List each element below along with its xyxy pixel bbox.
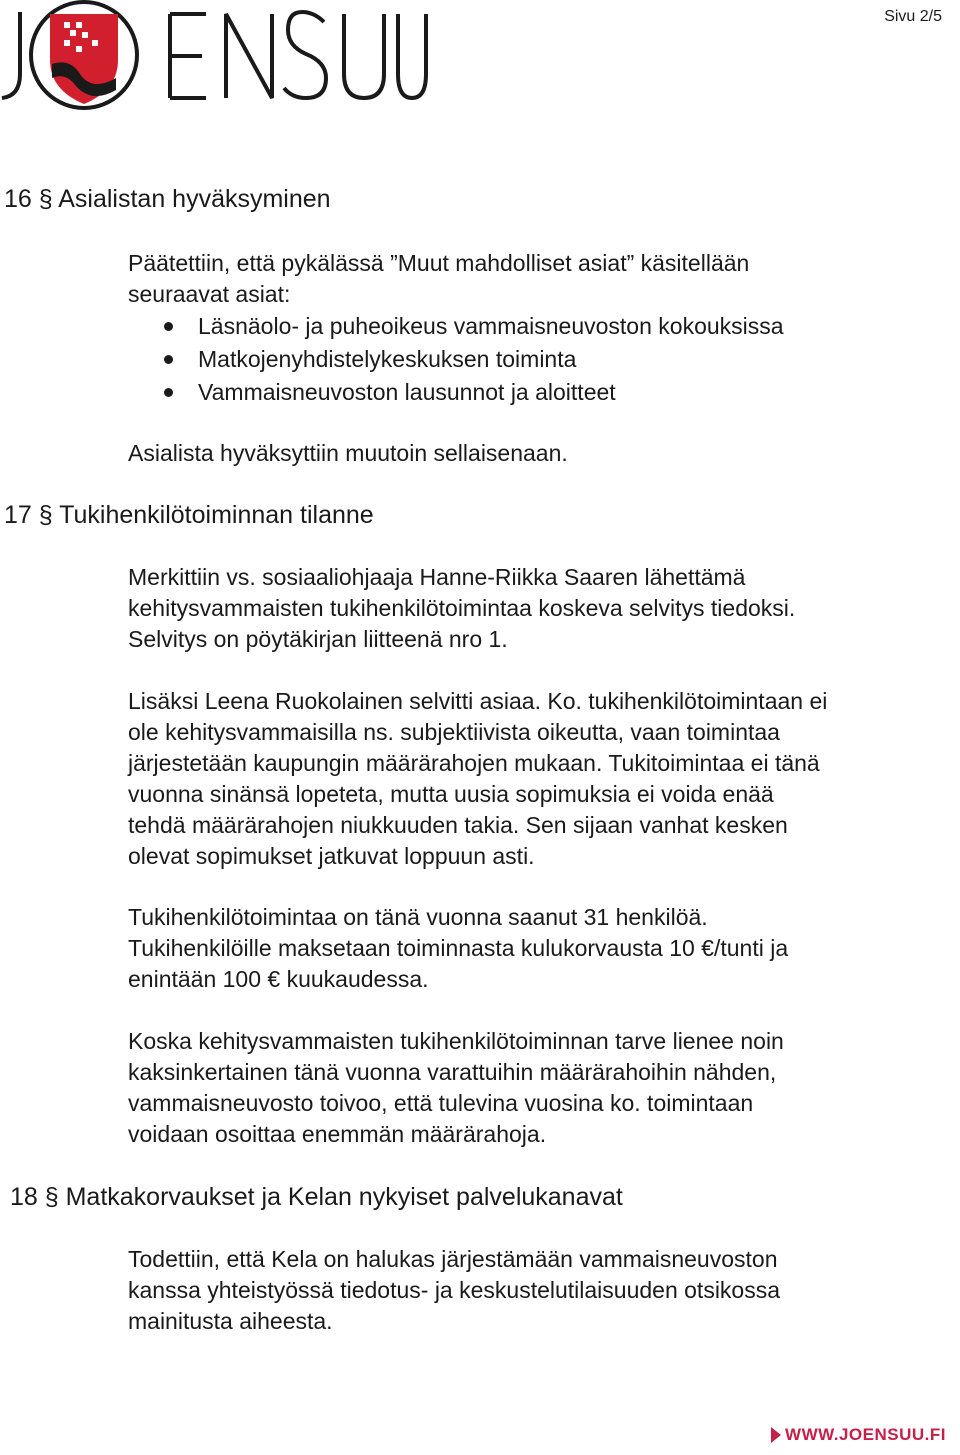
section-16-bullet-list — [164, 310, 784, 409]
paragraph-line: järjestetään kaupungin määrärahojen mukaan. Tukitoimintaa ei tänä — [128, 750, 820, 776]
page-number: Sivu 2/5 — [884, 8, 942, 25]
bullet-text: Vammaisneuvoston lausunnot ja aloitteet — [198, 379, 616, 405]
paragraph-line: Tukihenkilöille maksetaan toiminnasta kulukorvausta 10 €/tunti ja — [128, 935, 789, 961]
paragraph-line: ole kehitysvammaisilla ns. subjektiivista oikeutta, vaan toimintaa — [128, 719, 780, 745]
joensuu-logo — [0, 0, 430, 118]
section-16-conclusion: Asialista hyväksyttiin muutoin sellaisenaan. — [128, 440, 568, 466]
paragraph-line: vuonna sinänsä lopeteta, mutta uusia sopimuksia ei voida enää — [128, 781, 774, 807]
section-18-paragraph-1 — [128, 1244, 780, 1337]
bullet-item — [164, 343, 784, 376]
arrow-right-icon — [771, 1427, 781, 1443]
paragraph-line: Tukihenkilötoimintaa on tänä vuonna saanut 31 henkilöä. — [128, 904, 708, 930]
joensuu-logo-graphic — [0, 0, 430, 118]
paragraph-line: kanssa yhteistyössä tiedotus- ja keskustelutilaisuuden otsikossa — [128, 1277, 781, 1303]
paragraph-line: mainitusta aiheesta. — [128, 1308, 333, 1334]
paragraph-line: Merkittiin vs. sosiaaliohjaaja Hanne-Riikka Saaren lähettämä — [128, 564, 746, 590]
bullet-dot-icon — [164, 388, 173, 397]
footer — [771, 1425, 946, 1445]
paragraph-line: kaksinkertainen tänä vuonna varattuihin määrärahoihin nähden, — [128, 1059, 777, 1085]
section-16-heading: 16 § Asialistan hyväksyminen — [4, 185, 331, 213]
paragraph-line: voidaan osoittaa enemmän määrärahoja. — [128, 1121, 547, 1147]
section-17-paragraph-2 — [128, 686, 827, 872]
paragraph-line: enintään 100 € kuukaudessa. — [128, 966, 429, 992]
footer-website-link[interactable]: WWW.JOENSUU.FI — [785, 1425, 946, 1444]
bullet-text: Läsnäolo- ja puheoikeus vammaisneuvoston kokouksissa — [198, 313, 784, 339]
bullet-text: Matkojenyhdistelykeskuksen toiminta — [198, 346, 577, 372]
paragraph-line: Lisäksi Leena Ruokolainen selvitti asiaa. Ko. tukihenkilötoimintaan ei — [128, 688, 828, 714]
paragraph-line: olevat sopimukset jatkuvat loppuun asti. — [128, 843, 535, 869]
section-17-paragraph-1 — [128, 562, 795, 655]
bullet-dot-icon — [164, 322, 173, 331]
section-16-intro — [128, 248, 749, 310]
paragraph-line: vammaisneuvosto toivoo, että tulevina vuosina ko. toimintaan — [128, 1090, 754, 1116]
section-16-intro-line: Päätettiin, että pykälässä ”Muut mahdolliset asiat” käsitellään — [128, 250, 750, 276]
paragraph-line: tehdä määrärahojen niukkuuden takia. Sen sijaan vanhat kesken — [128, 812, 788, 838]
bullet-item — [164, 310, 784, 343]
paragraph-line: Selvitys on pöytäkirjan liitteenä nro 1. — [128, 626, 508, 652]
section-17-heading: 17 § Tukihenkilötoiminnan tilanne — [4, 501, 374, 529]
section-17-paragraph-4 — [128, 1026, 784, 1150]
paragraph-line: Todettiin, että Kela on halukas järjestämään vammaisneuvoston — [128, 1246, 778, 1272]
section-18-heading: 18 § Matkakorvaukset ja Kelan nykyiset palvelukanavat — [10, 1183, 623, 1211]
paragraph-line: kehitysvammaisten tukihenkilötoimintaa koskeva selvitys tiedoksi. — [128, 595, 796, 621]
section-17-paragraph-3 — [128, 902, 788, 995]
bullet-dot-icon — [164, 355, 173, 364]
bullet-item — [164, 376, 784, 409]
paragraph-line: Koska kehitysvammaisten tukihenkilötoiminnan tarve lienee noin — [128, 1028, 784, 1054]
section-16-intro-line: seuraavat asiat: — [128, 281, 291, 307]
